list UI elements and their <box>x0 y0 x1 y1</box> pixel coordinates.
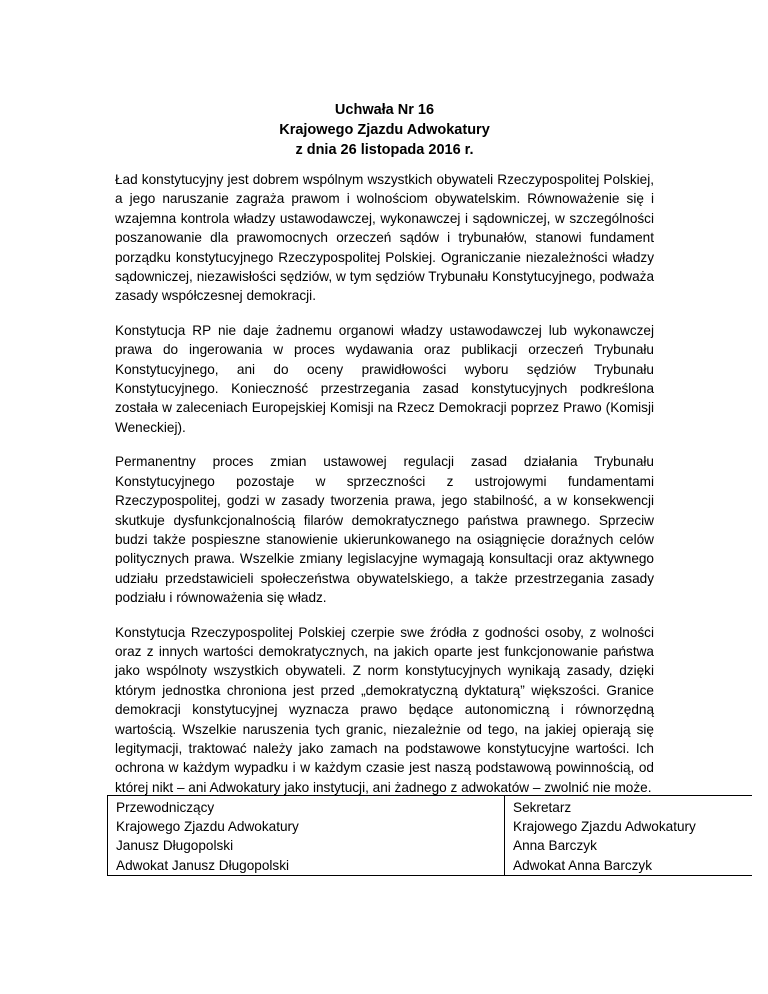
signature-cell-chairman <box>108 796 505 876</box>
signature-table <box>107 795 752 876</box>
signature-cell-secretary <box>505 796 753 876</box>
paragraph-4: Konstytucja Rzeczypospolitej Polskiej czerpie swe źródła z godności osoby, z wolności oraz z innych wartości demokratycznych, na jakich oparte jest funkcjonowanie państwa jako wspólnoty wszystkich obywateli. Z norm konstytucyjnych wynikają zasady, dzięki którym jednostka chroniona jest przed „demokratyczną dyktaturą” większości. Granice demokracji konstytucyjnej wyznacza prawo będące autonomiczną i równorzędną wartością. Wszelkie naruszenia tych granic, niezależnie od tego, na jakiej opierają się legitymacji, traktować należy jako zamach na podstawowe konstytucyjne wartości. Ich ochrona w każdym wypadku i w każdym czasie jest naszą podstawową powinnością, od której nikt – ani Adwokatury jako instytucji, ani żadnego z adwokatów – zwolnić nie może. <box>115 624 654 795</box>
paragraph-1: Ład konstytucyjny jest dobrem wspólnym wszystkich obywateli Rzeczypospolitej Polskiej, a jego naruszanie zagraża prawom i wolnościom obywatelskim. Równoważenie się i wzajemna kontrola władzy ustawodawczej, wykonawczej i sądowniczej, w szczególności poszanowanie dla prawomocnych orzeczeń sądów i trybunałów, stanowi fundament porządku konstytucyjnego Rzeczypospolitej Polskiej. Ograniczanie niezależności władzy sądowniczej, niezawisłości sędziów, w tym sędziów Trybunału Konstytucyjnego, podważa zasady współczesnej demokracji. <box>115 172 654 304</box>
resolution-body: Krajowego Zjazdu Adwokatury <box>279 122 490 138</box>
chairman-signature: Adwokat Janusz Długopolski <box>116 857 290 873</box>
secretary-signature: Adwokat Anna Barczyk <box>513 857 653 873</box>
resolution-text <box>115 170 654 812</box>
resolution-heading <box>115 100 654 160</box>
paragraph-3: Permanentny proces zmian ustawowej regulacji zasad działania Trybunału Konstytucyjnego pozostaje w sprzeczności z ustrojowymi fundamentami Rzeczypospolitej, godzi w zasady tworzenia prawa, jego stabilność, a w konsekwencji skutkuje dysfunkcjonalnością filarów demokratycznego państwa prawnego. Sprzeciw budzi także pospieszne stanowienie ukierunkowanego na osiągnięcie doraźnych celów politycznych prawa. Wszelkie zmiany legislacyjne wymagają konsultacji oraz aktywnego udziału przedstawicieli społeczeństwa obywatelskiego, a także przestrzegania zasady podziału i równoważenia się władz. <box>115 454 654 606</box>
chairman-body: Krajowego Zjazdu Adwokatury <box>116 819 299 835</box>
secretary-body: Krajowego Zjazdu Adwokatury <box>513 819 696 835</box>
secretary-role: Sekretarz <box>513 800 572 815</box>
resolution-number: Uchwała Nr 16 <box>334 102 435 118</box>
resolution-date: z dnia 26 listopada 2016 r. <box>295 142 474 158</box>
paragraph-2: Konstytucja RP nie daje żadnemu organowi władzy ustawodawczej lub wykonawczej prawa do ingerowania w proces wydawania oraz publikacji orzeczeń Trybunału Konstytucyjnego, ani do oceny prawidłowości wyboru sędziów Trybunału Konstytucyjnego. Konieczność przestrzegania zasad konstytucyjnych podkreślona została w zaleceniach Europejskiej Komisji na Rzecz Demokracji poprzez Prawo (Komisji Weneckiej). <box>115 322 654 435</box>
chairman-role: Przewodniczący <box>116 800 215 815</box>
chairman-name: Janusz Długopolski <box>116 838 234 854</box>
secretary-name: Anna Barczyk <box>513 838 597 854</box>
